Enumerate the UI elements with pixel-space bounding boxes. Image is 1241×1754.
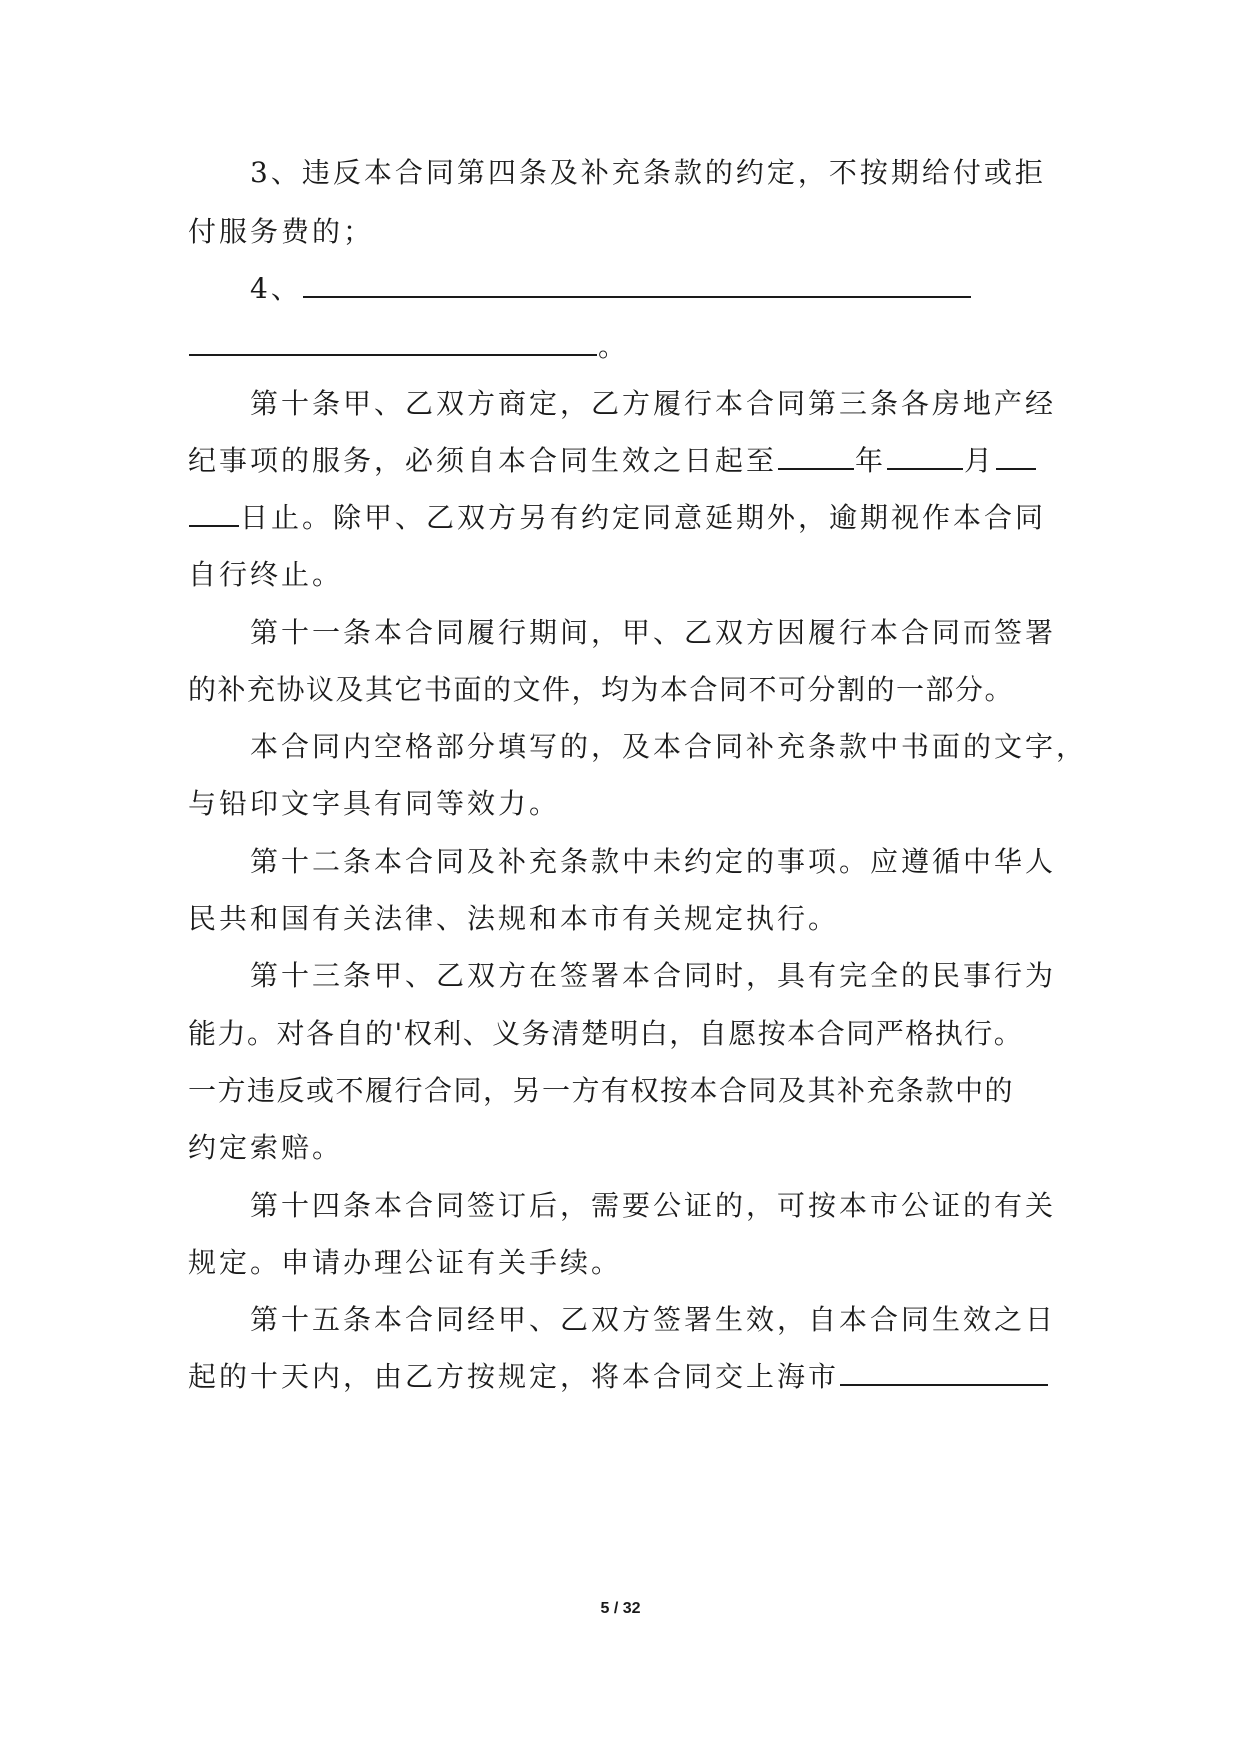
line-text: 的补充协议及其它书面的文件，均为本合同不可分割的一部分。 (188, 673, 1015, 706)
paragraph-line (188, 215, 374, 249)
paragraph-line (188, 1131, 343, 1165)
fill-in-blank (189, 330, 597, 356)
page-number: 5 / 32 (600, 1600, 641, 1617)
year-blank (778, 444, 854, 470)
line-text: 自行终止。 (188, 558, 344, 591)
paragraph-line (188, 1074, 1014, 1108)
paragraph-line (250, 959, 1056, 993)
line-text: 约定索赔。 (188, 1131, 344, 1164)
paragraph-line (250, 1189, 1056, 1223)
line-text: 付服务费的； (188, 215, 375, 248)
paragraph-line (250, 387, 1056, 421)
paragraph-line (188, 902, 839, 936)
paragraph-line (188, 558, 343, 592)
paragraph-line (188, 444, 1037, 478)
line-text: 第十一条本合同履行期间，甲、乙双方因履行本合同而签署 (250, 616, 1057, 649)
paragraph-line (188, 673, 1014, 707)
day-blank (189, 501, 239, 527)
line-text: 3、违反本合同第四条及补充条款的约定，不按期给付或拒 (250, 156, 1046, 189)
paragraph-line (188, 501, 1046, 535)
paragraph-line (250, 730, 1087, 764)
line-text: 日止。除甲、乙双方另有约定同意延期外，逾期视作本合同 (240, 501, 1047, 534)
paragraph-line (188, 1360, 1049, 1394)
line-text: 第十三条甲、乙双方在签署本合同时，具有完全的民事行为 (250, 959, 1057, 992)
line-text: 本合同内空格部分填写的，及本合同补充条款中书面的文字， (250, 730, 1088, 763)
paragraph-line (250, 616, 1056, 650)
paragraph-line (250, 156, 1046, 190)
line-text: 规定。申请办理公证有关手续。 (188, 1246, 623, 1279)
paragraph-line (188, 1017, 1023, 1051)
paragraph-line (188, 1246, 622, 1280)
paragraph-line (188, 330, 629, 364)
fill-in-blank (840, 1360, 1048, 1386)
month-blank (887, 444, 963, 470)
line-text: 第十四条本合同签订后，需要公证的，可按本市公证的有关 (250, 1189, 1057, 1222)
year-label: 年 (855, 444, 887, 477)
line-text: 第十条甲、乙双方商定，乙方履行本合同第三条各房地产经 (250, 387, 1057, 420)
paragraph-line (250, 272, 972, 306)
line-text: 一方违反或不履行合同，另一方有权按本合同及其补充条款中的 (188, 1074, 1015, 1107)
line-text: 第十二条本合同及补充条款中未约定的事项。应遵循中华人 (250, 845, 1057, 878)
paragraph-line (250, 1303, 1056, 1337)
line-text: 第十五条本合同经甲、乙双方签署生效，自本合同生效之日 (250, 1303, 1057, 1336)
line-text: 民共和国有关法律、法规和本市有关规定执行。 (188, 902, 840, 935)
line-text: 起的十天内，由乙方按规定，将本合同交上海市 (188, 1360, 840, 1393)
line-text: 与铅印文字具有同等效力。 (188, 787, 561, 820)
paragraph-line (250, 845, 1056, 879)
day-blank (996, 444, 1036, 470)
line-text: 纪事项的服务，必须自本合同生效之日起至 (188, 444, 778, 477)
paragraph-line (188, 787, 560, 821)
item-number: 4、 (250, 272, 302, 305)
line-text: 。 (598, 330, 630, 363)
line-text: 能力。对各自的'权利、义务清楚明白，自愿按本合同严格执行。 (188, 1017, 1024, 1050)
fill-in-blank (303, 272, 971, 298)
month-label: 月 (964, 444, 996, 477)
